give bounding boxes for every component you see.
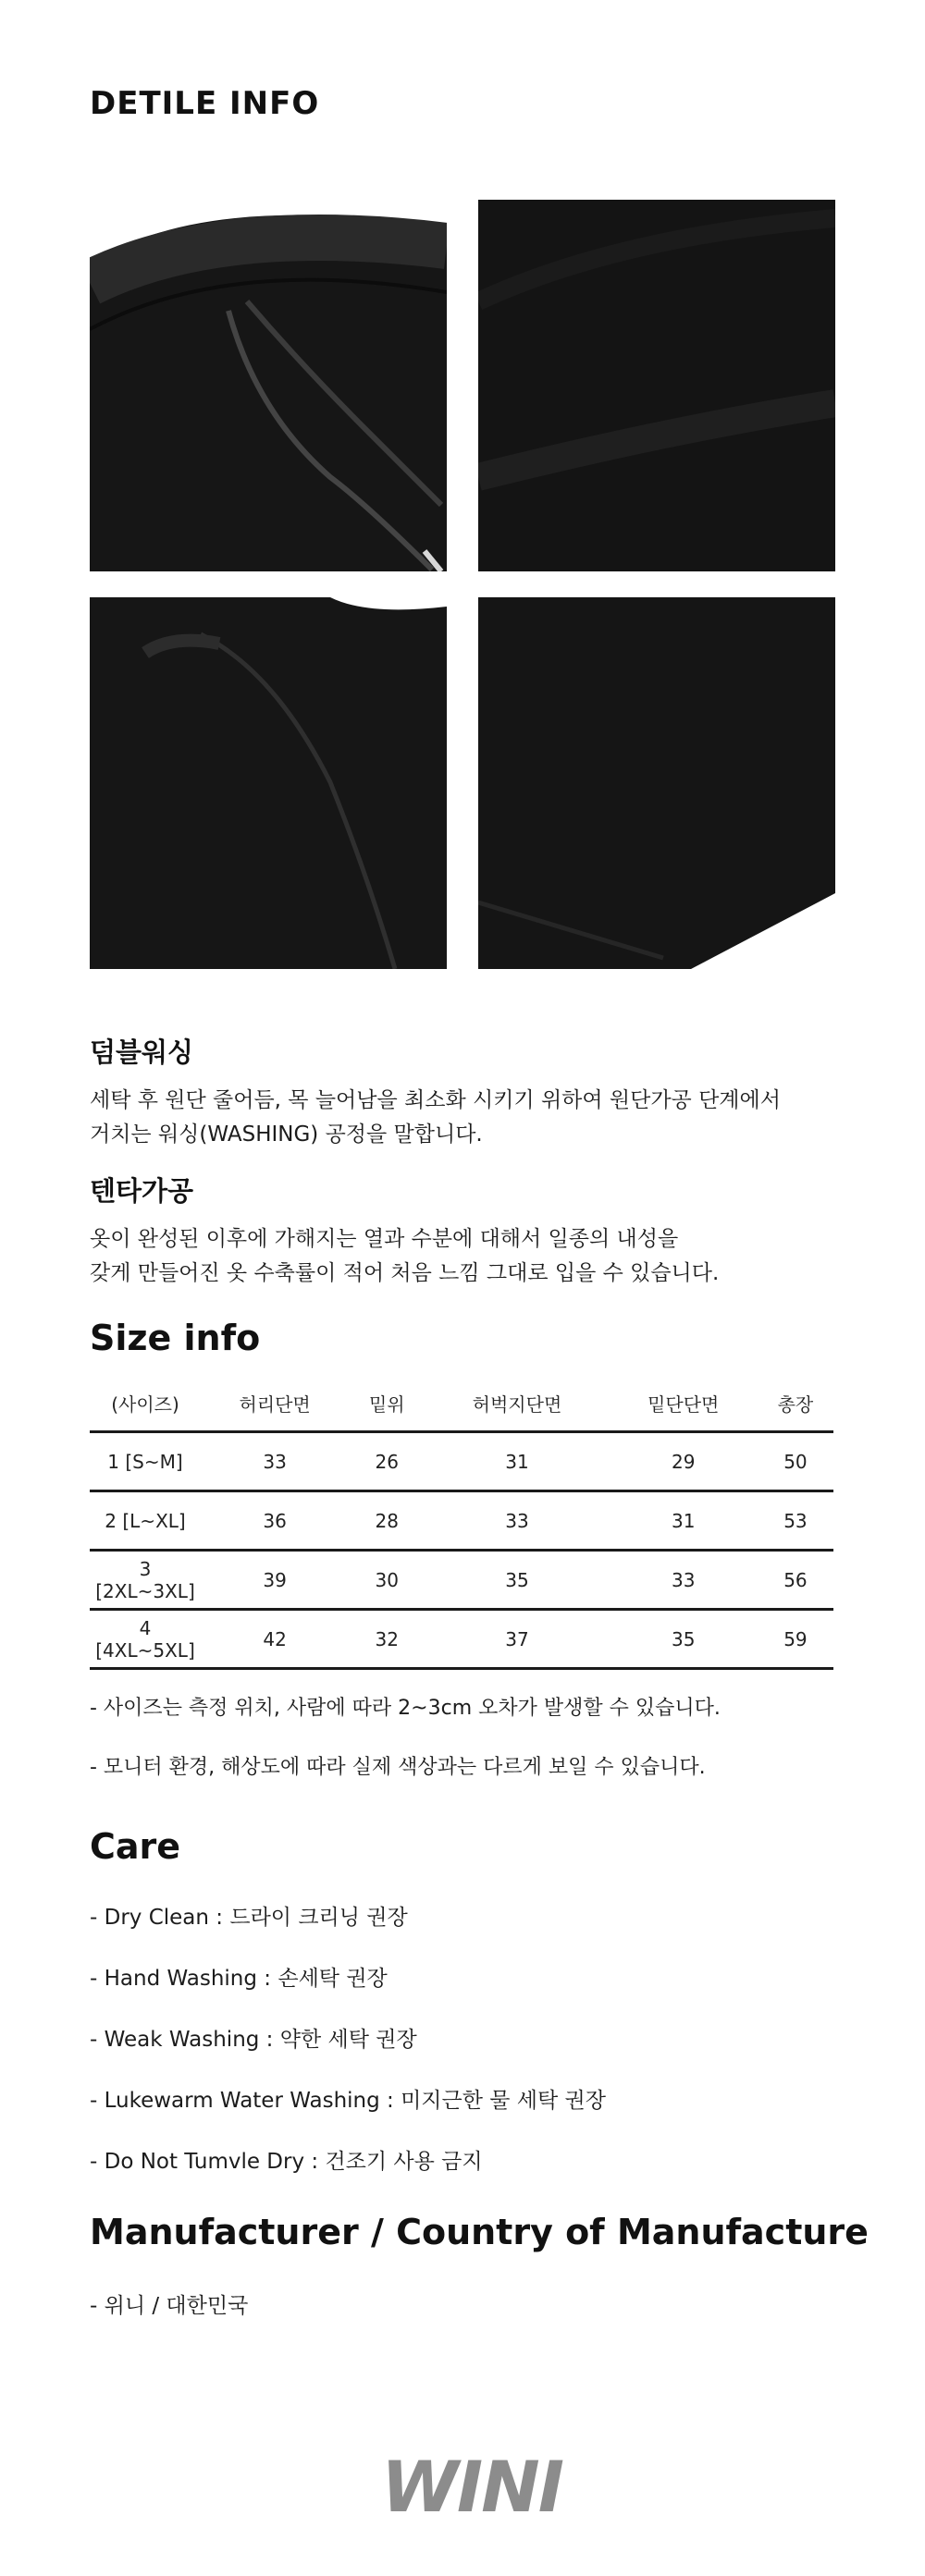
size-cell: 39: [201, 1551, 349, 1610]
care-item-en: - Do Not Tumvle Dry: [90, 2150, 305, 2174]
size-cell: 59: [758, 1610, 833, 1669]
size-cell: 33: [610, 1551, 758, 1610]
wini-logo: [370, 2450, 574, 2524]
detail-info-title: DETILE INFO: [90, 85, 320, 122]
care-item-ko: 미지근한 물 세탁 권장: [401, 2089, 606, 2113]
care-item-en: - Hand Washing: [90, 1967, 257, 1991]
size-table: [90, 1375, 833, 1670]
table-row: [90, 1610, 833, 1669]
size-cell: 56: [758, 1551, 833, 1610]
care-item-ko: 드라이 크리닝 권장: [229, 1906, 408, 1930]
waistband-drawstring-photo: [90, 200, 447, 571]
tenter-process-title: 텐타가공: [90, 1175, 194, 1207]
manufacturer-title: Manufacturer / Country of Manufacture: [90, 2212, 869, 2252]
table-row: [90, 1551, 833, 1610]
size-cell: 31: [425, 1432, 609, 1491]
tenter-process-line-2: 갖게 만들어진 옷 수축률이 적어 처음 느낌 그대로 입을 수 있습니다.: [90, 1261, 720, 1285]
dumble-washing-line-2: 거치는 워싱(WASHING) 공정을 말합니다.: [90, 1122, 483, 1147]
size-header-thigh: 허벅지단면: [472, 1392, 562, 1416]
care-item-en: - Weak Washing: [90, 2028, 260, 2052]
size-cell: 30: [349, 1551, 425, 1610]
care-item-ko: 손세탁 권장: [278, 1967, 388, 1991]
size-cell: 36: [201, 1491, 349, 1551]
size-header-size: (사이즈): [111, 1392, 179, 1416]
care-title: Care: [90, 1826, 181, 1867]
size-header-waist: 허리단면: [239, 1392, 311, 1416]
size-header-length: 총장: [777, 1392, 814, 1416]
size-cell: 29: [610, 1432, 758, 1491]
dumble-washing-line-1: 세탁 후 원단 줄어듬, 목 늘어남을 최소화 시키기 위하여 원단가공 단계에서: [90, 1088, 781, 1112]
size-cell: 35: [610, 1610, 758, 1669]
care-item-hand-washing: - Hand Washing : 손세탁 권장: [90, 1967, 388, 1991]
size-header-hem: 밑단단면: [648, 1392, 720, 1416]
size-cell: 42: [201, 1610, 349, 1669]
size-cell: 53: [758, 1491, 833, 1551]
care-item-lukewarm-water: - Lukewarm Water Washing : 미지근한 물 세탁 권장: [90, 2089, 606, 2113]
care-item-no-tumble-dry: - Do Not Tumvle Dry : 건조기 사용 금지: [90, 2150, 483, 2174]
size-cell: 26: [349, 1432, 425, 1491]
care-item-en: - Dry Clean: [90, 1906, 209, 1930]
size-note-tolerance: - 사이즈는 측정 위치, 사람에 따라 2~3cm 오차가 발생할 수 있습니다.: [90, 1697, 721, 1720]
size-header-rise: 밑위: [368, 1392, 405, 1416]
care-item-ko: 약한 세탁 권장: [279, 2028, 417, 2052]
care-item-dry-clean: - Dry Clean : 드라이 크리닝 권장: [90, 1906, 408, 1930]
size-cell: 33: [201, 1432, 349, 1491]
size-cell: 3 [2XL~3XL]: [90, 1551, 201, 1610]
care-item-ko: 건조기 사용 금지: [325, 2150, 483, 2174]
hem-edge-photo: [478, 597, 835, 969]
size-cell: 4 [4XL~5XL]: [90, 1610, 201, 1669]
tenter-process-line-1: 옷이 완성된 이후에 가해지는 열과 수분에 대해서 일종의 내성을: [90, 1227, 679, 1251]
size-table-header-row: [90, 1375, 833, 1432]
side-pocket-photo: [90, 597, 447, 969]
table-row: [90, 1432, 833, 1491]
size-cell: 28: [349, 1491, 425, 1551]
size-cell: 35: [425, 1551, 609, 1610]
fabric-closeup-photo: [478, 200, 835, 571]
size-cell: 32: [349, 1610, 425, 1669]
size-cell: 37: [425, 1610, 609, 1669]
size-cell: 2 [L~XL]: [90, 1491, 201, 1551]
dumble-washing-title: 덤블워싱: [90, 1037, 194, 1068]
size-cell: 31: [610, 1491, 758, 1551]
care-item-weak-washing: - Weak Washing : 약한 세탁 권장: [90, 2028, 417, 2052]
care-item-en: - Lukewarm Water Washing: [90, 2089, 380, 2113]
table-row: [90, 1491, 833, 1551]
size-info-title: Size info: [90, 1318, 261, 1358]
size-cell: 50: [758, 1432, 833, 1491]
size-cell: 1 [S~M]: [90, 1432, 201, 1491]
size-note-monitor: - 모니터 환경, 해상도에 따라 실제 색상과는 다르게 보일 수 있습니다.: [90, 1756, 706, 1779]
size-cell: 33: [425, 1491, 609, 1551]
manufacturer-value: - 위니 / 대한민국: [90, 2294, 249, 2318]
wini-logo-text: WINI: [381, 2450, 562, 2524]
